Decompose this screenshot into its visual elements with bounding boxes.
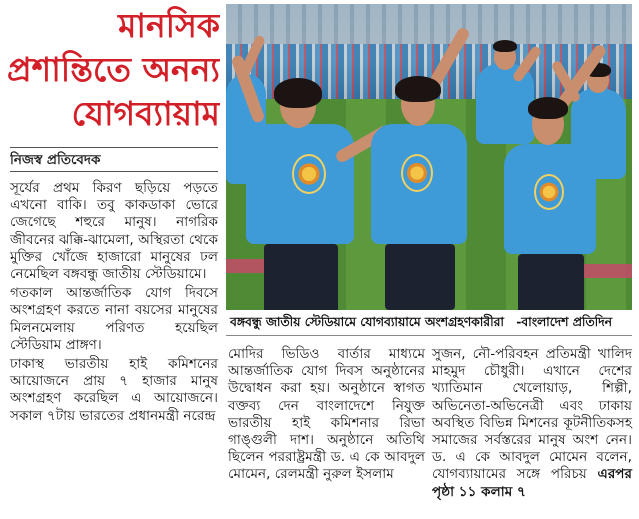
paragraph-5-text: সুজন, নৌ-পরিবহন প্রতিমন্ত্রী খালিদ মাহমুদ চৌধুরী। এখানে দেশের খ্যাতিমান খেলোয়াড়, শিল্পী, অভিনেতা-অভিনেত্রী এবং ঢাকায় অবস্থিত বিভিন্ন মিশনের কূটনীতিকসহ সমাজের সর্বস্তরের মানুষ অংশ নেন। ড. এ কে আবদুল মোমেন বলেন, যোগব্যায়ামের সঙ্গে পরিচয় <box>432 346 632 483</box>
news-photo <box>226 4 632 310</box>
article-headline <box>6 4 220 149</box>
paragraph-5 <box>432 346 632 501</box>
paragraph-3: ঢাকাস্থ ভারতীয় হাই কমিশনের আয়োজনে প্রায় ৭ হাজার মানুষ অংশগ্রহণ করেছিল এ আয়োজনে। সকাল ৭টায় ভারতের প্রধানমন্ত্রী নরেন্দ্র <box>10 356 218 424</box>
headline-line-1: মানসিক <box>118 6 220 45</box>
article-column-3 <box>432 346 632 516</box>
paragraph-2: গতকাল আন্তর্জাতিক যোগ দিবসে অংশগ্রহণ করতে নানা বয়সের মানুষের মিলনমেলায় পরিণত হয়েছিল স্টেডিয়াম প্রাঙ্গণ। <box>10 285 218 353</box>
article-column-1 <box>10 180 218 515</box>
photo-credit: -বাংলাদেশ প্রতিদিন <box>516 315 612 329</box>
continued-on-page: এরপর পৃষ্ঠা ১১ কলাম ৭ <box>432 466 633 500</box>
caption-text: বঙ্গবন্ধু জাতীয় স্টেডিয়ামে যোগব্যায়ামে অংশগ্রহণকারীরা <box>230 315 504 329</box>
article-column-2 <box>228 346 425 516</box>
headline-line-3: যোগব্যায়াম <box>71 94 220 133</box>
headline-line-2: প্রশান্তিতে অনন্য <box>7 50 220 89</box>
byline: নিজস্ব প্রতিবেদক <box>10 150 218 172</box>
paragraph-1: সূর্যের প্রথম কিরণ ছড়িয়ে পড়তে এখনো বাকি। তবু কাকডাকা ভোরে জেগেছে শহুরে মানুষ। নাগরিক জীবনের ঝক্কি-ঝামেলা, অস্থিরতা থেকে মুক্তির খোঁজে হাজারো মানুষের ঢল নেমেছিল বঙ্গবন্ধু জাতীয় স্টেডিয়ামে। <box>10 180 218 283</box>
stadium-roof <box>226 4 632 44</box>
photo-caption <box>226 312 632 336</box>
paragraph-4: মোদির ভিডিও বার্তার মাধ্যমে আন্তর্জাতিক যোগ দিবস অনুষ্ঠানের উদ্বোধন করা হয়। অনুষ্ঠানে স্বাগত বক্তব্য দেন বাংলাদেশে নিযুক্ত ভারতীয় হাই কমিশনার রিভা গাঙ্গুলী দাশ। অনুষ্ঠানে অতিথি ছিলেন পররাষ্ট্রমন্ত্রী ড. এ কে আবদুল মোমেন, রেলমন্ত্রী নুরুল ইসলাম <box>228 346 425 483</box>
byline-rule <box>10 147 218 148</box>
